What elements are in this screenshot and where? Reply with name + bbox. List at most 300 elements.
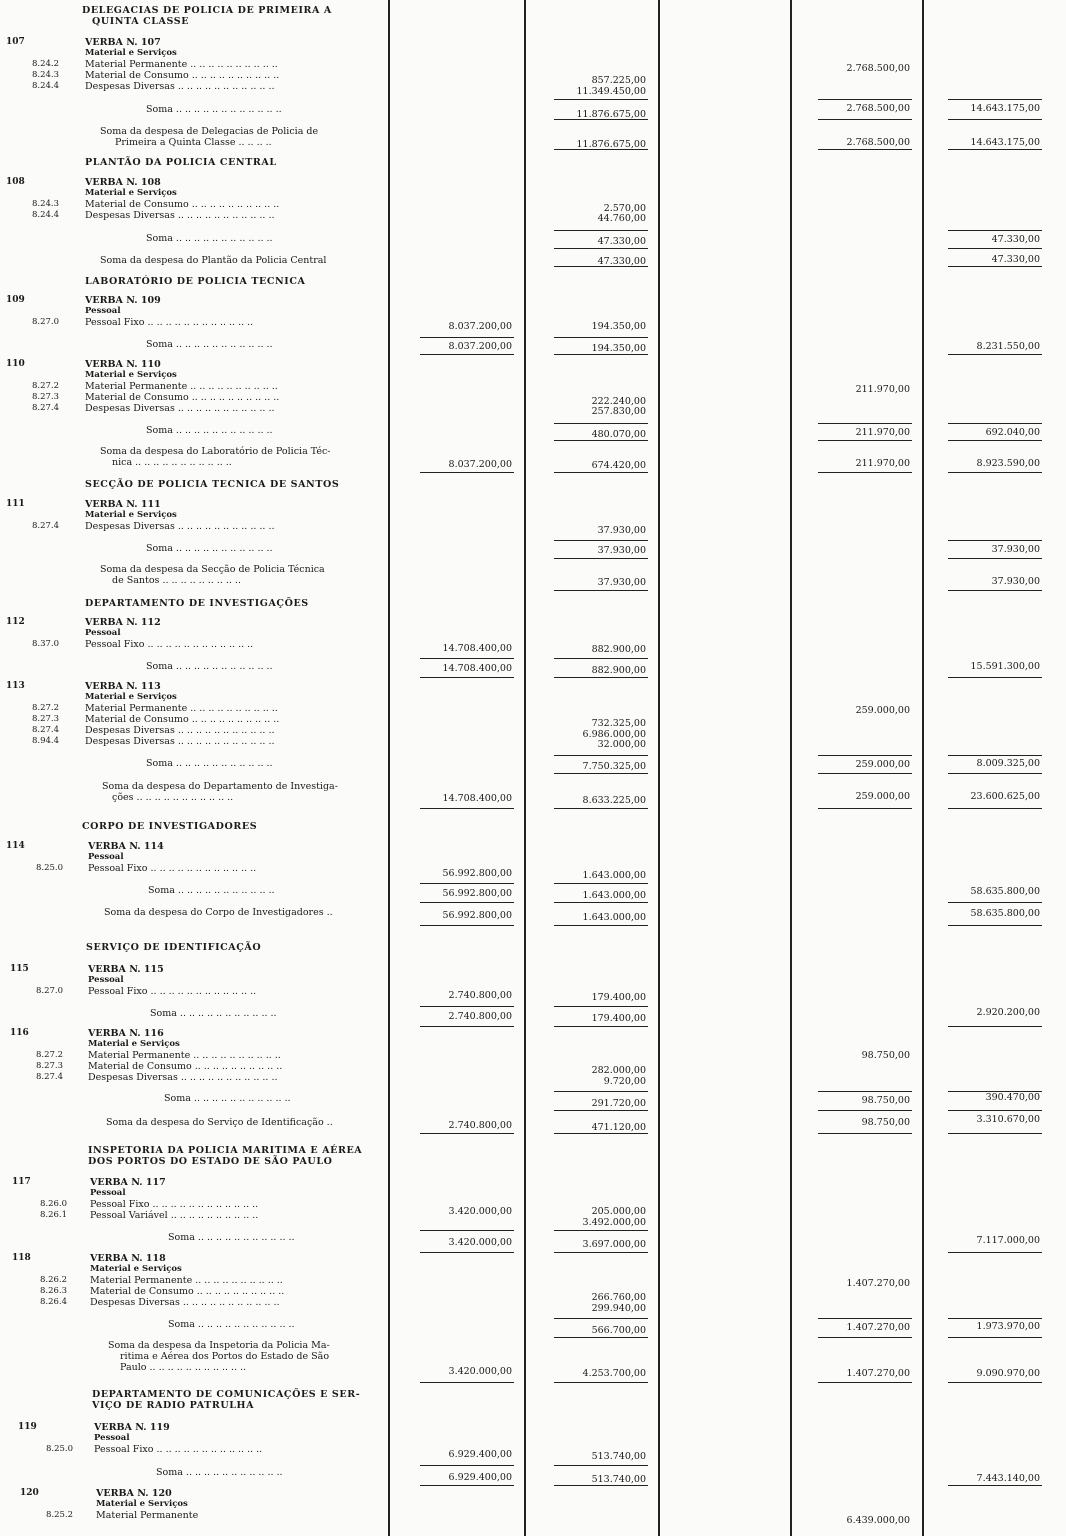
verba-title: VERBA N. 114 (88, 841, 164, 852)
line-label: Soma .. .. .. .. .. .. .. .. .. .. .. (146, 661, 273, 672)
line-label: Despesas Diversas .. .. .. .. .. .. .. .. .. .. .. (85, 736, 275, 747)
section-heading: VIÇO DE RADIO PATRULHA (92, 1400, 255, 1411)
amount-value: 2.740.800,00 (448, 1120, 512, 1131)
sum-rule (948, 1485, 1042, 1486)
line-label: Paulo .. .. .. .. .. .. .. .. .. .. .. (120, 1362, 247, 1373)
sum-rule (948, 1337, 1042, 1338)
line-label: Material e Serviços (85, 188, 177, 198)
sum-rule (818, 1133, 912, 1134)
amount-value: 47.330,00 (597, 236, 646, 247)
sum-rule (554, 423, 648, 424)
amount-value: 47.330,00 (597, 256, 646, 267)
amount-value: 566.700,00 (591, 1325, 646, 1336)
line-label: Material de Consumo .. .. .. .. .. .. .. .. .. .. (85, 392, 280, 403)
amount-value: 513.740,00 (591, 1474, 646, 1485)
line-label: Soma .. .. .. .. .. .. .. .. .. .. .. (148, 885, 275, 896)
sum-rule (948, 1252, 1042, 1253)
item-number: 107 (6, 37, 25, 47)
sum-rule (554, 808, 648, 809)
amount-value: 2.768.500,00 (846, 63, 910, 74)
account-code: 8.27.2 (36, 1050, 64, 1060)
line-label: Material Permanente .. .. .. .. .. .. .. .. .. .. (85, 703, 278, 714)
line-label: Soma da despesa do Serviço de Identificação .. (106, 1117, 333, 1128)
amount-value: 194.350,00 (591, 343, 646, 354)
amount-value: 37.930,00 (597, 577, 646, 588)
line-label: Pessoal (85, 306, 121, 316)
item-number: 118 (12, 1253, 31, 1263)
amount-value: 56.992.800,00 (442, 910, 512, 921)
amount-value: 11.876.675,00 (576, 109, 646, 120)
sum-rule (420, 1133, 514, 1134)
item-number: 117 (12, 1177, 31, 1187)
sum-rule (554, 658, 648, 659)
amount-value: 259.000,00 (855, 791, 910, 802)
amount-value: 1.973.970,00 (976, 1321, 1040, 1332)
amount-value: 1.407.270,00 (846, 1278, 910, 1289)
account-code: 8.26.1 (40, 1210, 68, 1220)
sum-rule (420, 354, 514, 355)
line-label: Material de Consumo .. .. .. .. .. .. .. .. .. .. (88, 1061, 283, 1072)
sum-rule (818, 808, 912, 809)
line-label: Despesas Diversas .. .. .. .. .. .. .. .. .. .. .. (88, 1072, 278, 1083)
sum-rule (554, 99, 648, 100)
account-code: 8.24.2 (32, 59, 60, 69)
sum-rule (818, 440, 912, 441)
amount-value: 3.697.000,00 (582, 1239, 646, 1250)
line-label: Pessoal (85, 628, 121, 638)
line-label: Material Permanente (96, 1510, 199, 1521)
verba-title: VERBA N. 113 (85, 681, 161, 692)
sum-rule (554, 149, 648, 150)
amount-value: 2.740.800,00 (448, 1011, 512, 1022)
column-rule (658, 0, 660, 1536)
account-code: 8.24.3 (32, 70, 60, 80)
amount-value: 98.750,00 (861, 1095, 910, 1106)
section-heading: DELEGACIAS DE POLICIA DE PRIMEIRA A (82, 5, 332, 16)
sum-rule (554, 1252, 648, 1253)
sum-rule (948, 1318, 1042, 1319)
section-heading: QUINTA CLASSE (92, 16, 190, 27)
section-heading: LABORATÓRIO DE POLICIA TECNICA (85, 276, 306, 287)
amount-value: 37.930,00 (991, 576, 1040, 587)
sum-rule (420, 337, 514, 338)
line-label: ções .. .. .. .. .. .. .. .. .. .. .. (112, 792, 234, 803)
amount-value: 15.591.300,00 (970, 661, 1040, 672)
sum-rule (948, 540, 1042, 541)
sum-rule (948, 248, 1042, 249)
amount-value: 2.920.200,00 (976, 1007, 1040, 1018)
section-heading: INSPETORIA DA POLICIA MARITIMA E AÉREA (88, 1145, 363, 1156)
account-code: 8.94.4 (32, 736, 60, 746)
verba-title: VERBA N. 118 (90, 1253, 166, 1264)
amount-value: 1.643.000,00 (582, 870, 646, 881)
sum-rule (554, 119, 648, 120)
line-label: Pessoal Fixo .. .. .. .. .. .. .. .. .. .. .. .. (85, 317, 254, 328)
sum-rule (420, 1026, 514, 1027)
line-label: Pessoal Fixo .. .. .. .. .. .. .. .. .. .. .. .. (88, 863, 257, 874)
sum-rule (948, 472, 1042, 473)
verba-title: VERBA N. 109 (85, 295, 161, 306)
column-rule (388, 0, 390, 1536)
account-code: 8.26.2 (40, 1275, 68, 1285)
line-label: Soma .. .. .. .. .. .. .. .. .. .. .. (146, 339, 273, 350)
account-code: 8.37.0 (32, 639, 60, 649)
line-label: Primeira a Quinta Classe .. .. .. .. (115, 137, 272, 148)
sum-rule (948, 354, 1042, 355)
sum-rule (554, 1006, 648, 1007)
amount-value: 222.240,00 (591, 396, 646, 407)
line-label: Soma da despesa do Corpo de Investigadores .. (104, 907, 333, 918)
sum-rule (948, 677, 1042, 678)
sum-rule (948, 149, 1042, 150)
amount-value: 205.000,00 (591, 1206, 646, 1217)
line-label: Despesas Diversas .. .. .. .. .. .. .. .. .. .. .. (85, 725, 275, 736)
line-label: Pessoal (94, 1433, 130, 1443)
sum-rule (948, 230, 1042, 231)
item-number: 111 (6, 499, 25, 509)
amount-value: 882.900,00 (591, 644, 646, 655)
sum-rule (420, 1382, 514, 1383)
amount-value: 8.037.200,00 (448, 341, 512, 352)
line-label: Material Permanente .. .. .. .. .. .. .. .. .. .. (88, 1050, 281, 1061)
line-label: Soma .. .. .. .. .. .. .. .. .. .. .. (168, 1232, 295, 1243)
amount-value: 3.420.000,00 (448, 1206, 512, 1217)
item-number: 112 (6, 617, 25, 627)
amount-value: 259.000,00 (855, 705, 910, 716)
sum-rule (818, 119, 912, 120)
sum-rule (420, 1230, 514, 1231)
line-label: Material de Consumo .. .. .. .. .. .. .. .. .. .. (90, 1286, 285, 1297)
amount-value: 471.120,00 (591, 1122, 646, 1133)
sum-rule (420, 883, 514, 884)
line-label: nica .. .. .. .. .. .. .. .. .. .. .. (112, 457, 232, 468)
sum-rule (554, 925, 648, 926)
amount-value: 37.930,00 (991, 544, 1040, 555)
section-heading: SECÇÃO DE POLICIA TECNICA DE SANTOS (85, 479, 340, 490)
line-label: Soma .. .. .. .. .. .. .. .. .. .. .. (164, 1093, 291, 1104)
amount-value: 179.400,00 (591, 1013, 646, 1024)
verba-title: VERBA N. 116 (88, 1028, 164, 1039)
amount-value: 98.750,00 (861, 1117, 910, 1128)
amount-value: 7.117.000,00 (976, 1235, 1040, 1246)
line-label: ritima e Aérea dos Portos do Estado de São (120, 1351, 330, 1362)
sum-rule (948, 902, 1042, 903)
account-code: 8.27.3 (36, 1061, 64, 1071)
sum-rule (818, 149, 912, 150)
sum-rule (420, 658, 514, 659)
sum-rule (554, 883, 648, 884)
amount-value: 211.970,00 (855, 427, 910, 438)
amount-value: 8.231.550,00 (976, 341, 1040, 352)
account-code: 8.26.4 (40, 1297, 68, 1307)
amount-value: 291.720,00 (591, 1098, 646, 1109)
sum-rule (818, 1110, 912, 1111)
verba-title: VERBA N. 107 (85, 37, 161, 48)
amount-value: 37.930,00 (597, 525, 646, 536)
sum-rule (420, 677, 514, 678)
amount-value: 98.750,00 (861, 1050, 910, 1061)
sum-rule (818, 472, 912, 473)
line-label: Material Permanente .. .. .. .. .. .. .. .. .. .. (85, 381, 278, 392)
line-label: Material Permanente .. .. .. .. .. .. .. .. .. .. (85, 59, 278, 70)
amount-value: 3.310.670,00 (976, 1114, 1040, 1125)
amount-value: 37.930,00 (597, 545, 646, 556)
verba-title: VERBA N. 120 (96, 1488, 172, 1499)
sum-rule (948, 773, 1042, 774)
amount-value: 4.253.700,00 (582, 1368, 646, 1379)
sum-rule (420, 808, 514, 809)
item-number: 115 (10, 964, 29, 974)
account-code: 8.27.4 (32, 403, 60, 413)
sum-rule (554, 1230, 648, 1231)
column-rule (524, 0, 526, 1536)
line-label: Pessoal Fixo .. .. .. .. .. .. .. .. .. .. .. .. (94, 1444, 263, 1455)
line-label: Soma da despesa da Secção de Policia Técnica (100, 564, 325, 575)
sum-rule (948, 99, 1042, 100)
sum-rule (554, 1337, 648, 1338)
amount-value: 299.940,00 (591, 1303, 646, 1314)
line-label: Despesas Diversas .. .. .. .. .. .. .. .. .. .. .. (85, 81, 275, 92)
line-label: Soma da despesa do Departamento de Investiga- (102, 781, 338, 792)
amount-value: 56.992.800,00 (442, 868, 512, 879)
account-code: 8.25.0 (36, 863, 64, 873)
amount-value: 23.600.625,00 (970, 791, 1040, 802)
amount-value: 8.633.225,00 (582, 795, 646, 806)
sum-rule (554, 902, 648, 903)
amount-value: 3.420.000,00 (448, 1237, 512, 1248)
sum-rule (948, 1382, 1042, 1383)
line-label: Material e Serviços (85, 48, 177, 58)
amount-value: 6.929.400,00 (448, 1472, 512, 1483)
amount-value: 14.708.400,00 (442, 793, 512, 804)
account-code: 8.27.2 (32, 381, 60, 391)
amount-value: 9.720,00 (603, 1076, 646, 1087)
amount-value: 266.760,00 (591, 1292, 646, 1303)
line-label: Material de Consumo .. .. .. .. .. .. .. .. .. .. (85, 714, 280, 725)
sum-rule (818, 1337, 912, 1338)
line-label: Pessoal (90, 1188, 126, 1198)
sum-rule (948, 1110, 1042, 1111)
sum-rule (948, 808, 1042, 809)
amount-value: 2.768.500,00 (846, 103, 910, 114)
item-number: 109 (6, 295, 25, 305)
line-label: Pessoal Variável .. .. .. .. .. .. .. .. .. .. (90, 1210, 259, 1221)
amount-value: 179.400,00 (591, 992, 646, 1003)
line-label: Material e Serviços (96, 1499, 188, 1509)
sum-rule (818, 1318, 912, 1319)
amount-value: 882.900,00 (591, 665, 646, 676)
sum-rule (554, 266, 648, 267)
line-label: Despesas Diversas .. .. .. .. .. .. .. .. .. .. .. (90, 1297, 280, 1308)
column-rule (922, 0, 924, 1536)
account-code: 8.27.3 (32, 714, 60, 724)
item-number: 116 (10, 1028, 29, 1038)
sum-rule (948, 590, 1042, 591)
sum-rule (554, 248, 648, 249)
line-label: Material e Serviços (85, 370, 177, 380)
sum-rule (554, 1465, 648, 1466)
line-label: Soma .. .. .. .. .. .. .. .. .. .. .. (146, 758, 273, 769)
line-label: Pessoal (88, 975, 124, 985)
sum-rule (554, 337, 648, 338)
account-code: 8.27.4 (32, 725, 60, 735)
line-label: Material e Serviços (88, 1039, 180, 1049)
line-label: Material de Consumo .. .. .. .. .. .. .. .. .. .. (85, 199, 280, 210)
sum-rule (420, 1006, 514, 1007)
amount-value: 44.760,00 (597, 213, 646, 224)
sum-rule (420, 1465, 514, 1466)
amount-value: 58.635.800,00 (970, 908, 1040, 919)
sum-rule (948, 423, 1042, 424)
sum-rule (554, 1485, 648, 1486)
sum-rule (554, 755, 648, 756)
amount-value: 8.037.200,00 (448, 321, 512, 332)
sum-rule (554, 677, 648, 678)
account-code: 8.24.4 (32, 81, 60, 91)
sum-rule (420, 1252, 514, 1253)
line-label: Despesas Diversas .. .. .. .. .. .. .. .. .. .. .. (85, 403, 275, 414)
line-label: Despesas Diversas .. .. .. .. .. .. .. .. .. .. .. (85, 210, 275, 221)
amount-value: 14.708.400,00 (442, 643, 512, 654)
line-label: Soma da despesa do Plantão da Policia Central (100, 255, 327, 266)
verba-title: VERBA N. 119 (94, 1422, 170, 1433)
amount-value: 480.070,00 (591, 429, 646, 440)
amount-value: 1.407.270,00 (846, 1322, 910, 1333)
item-number: 114 (6, 841, 25, 851)
sum-rule (948, 1133, 1042, 1134)
sum-rule (554, 472, 648, 473)
amount-value: 32.000,00 (597, 739, 646, 750)
verba-title: VERBA N. 110 (85, 359, 161, 370)
amount-value: 1.407.270,00 (846, 1368, 910, 1379)
amount-value: 3.420.000,00 (448, 1366, 512, 1377)
sum-rule (818, 1382, 912, 1383)
sum-rule (554, 1110, 648, 1111)
line-label: Pessoal Fixo .. .. .. .. .. .. .. .. .. .. .. .. (88, 986, 257, 997)
amount-value: 11.349.450,00 (576, 86, 646, 97)
sum-rule (554, 354, 648, 355)
account-code: 8.24.4 (32, 210, 60, 220)
line-label: Material Permanente .. .. .. .. .. .. .. .. .. .. (90, 1275, 283, 1286)
item-number: 119 (18, 1422, 37, 1432)
sum-rule (554, 1133, 648, 1134)
sum-rule (948, 119, 1042, 120)
amount-value: 390.470,00 (985, 1092, 1040, 1103)
amount-value: 1.643.000,00 (582, 890, 646, 901)
sum-rule (420, 472, 514, 473)
line-label: Soma .. .. .. .. .. .. .. .. .. .. .. (146, 425, 273, 436)
account-code: 8.27.0 (36, 986, 64, 996)
account-code: 8.25.2 (46, 1510, 74, 1520)
line-label: Pessoal Fixo .. .. .. .. .. .. .. .. .. .. .. .. (90, 1199, 259, 1210)
amount-value: 58.635.800,00 (970, 886, 1040, 897)
sum-rule (818, 1091, 912, 1092)
amount-value: 674.420,00 (591, 460, 646, 471)
sum-rule (420, 1485, 514, 1486)
sum-rule (818, 423, 912, 424)
amount-value: 2.768.500,00 (846, 137, 910, 148)
verba-title: VERBA N. 115 (88, 964, 164, 975)
amount-value: 6.929.400,00 (448, 1449, 512, 1460)
section-heading: DOS PORTOS DO ESTADO DE SÃO PAULO (88, 1156, 333, 1167)
amount-value: 2.570,00 (603, 203, 646, 214)
amount-value: 9.090.970,00 (976, 1368, 1040, 1379)
sum-rule (420, 925, 514, 926)
amount-value: 56.992.800,00 (442, 888, 512, 899)
line-label: Soma .. .. .. .. .. .. .. .. .. .. .. .. (146, 104, 282, 115)
line-label: Soma da despesa do Laboratório de Policia Téc- (100, 446, 331, 457)
sum-rule (554, 773, 648, 774)
amount-value: 194.350,00 (591, 321, 646, 332)
line-label: Soma .. .. .. .. .. .. .. .. .. .. .. (146, 233, 273, 244)
amount-value: 8.923.590,00 (976, 458, 1040, 469)
item-number: 110 (6, 359, 25, 369)
item-number: 113 (6, 681, 25, 691)
account-code: 8.27.3 (32, 392, 60, 402)
sum-rule (948, 558, 1042, 559)
amount-value: 8.037.200,00 (448, 459, 512, 470)
line-label: Soma .. .. .. .. .. .. .. .. .. .. .. (156, 1467, 283, 1478)
account-code: 8.27.4 (32, 521, 60, 531)
account-code: 8.24.3 (32, 199, 60, 209)
amount-value: 6.986.000,00 (582, 729, 646, 740)
amount-value: 7.443.140,00 (976, 1473, 1040, 1484)
section-heading: CORPO DE INVESTIGADORES (82, 821, 258, 832)
sum-rule (554, 230, 648, 231)
amount-value: 14.643.175,00 (970, 103, 1040, 114)
line-label: Despesas Diversas .. .. .. .. .. .. .. .. .. .. .. (85, 521, 275, 532)
amount-value: 6.439.000,00 (846, 1515, 910, 1526)
amount-value: 47.330,00 (991, 234, 1040, 245)
column-rule (790, 0, 792, 1536)
amount-value: 259.000,00 (855, 759, 910, 770)
amount-value: 692.040,00 (985, 427, 1040, 438)
sum-rule (948, 266, 1042, 267)
line-label: Material e Serviços (85, 510, 177, 520)
amount-value: 47.330,00 (991, 254, 1040, 265)
sum-rule (554, 590, 648, 591)
account-code: 8.27.4 (36, 1072, 64, 1082)
verba-title: VERBA N. 108 (85, 177, 161, 188)
line-label: Material de Consumo .. .. .. .. .. .. .. .. .. .. (85, 70, 280, 81)
item-number: 108 (6, 177, 25, 187)
account-code: 8.25.0 (46, 1444, 74, 1454)
line-label: Material e Serviços (85, 692, 177, 702)
section-heading: DEPARTAMENTO DE COMUNICAÇÕES E SER- (92, 1389, 361, 1400)
amount-value: 14.643.175,00 (970, 137, 1040, 148)
line-label: Soma .. .. .. .. .. .. .. .. .. .. .. (168, 1319, 295, 1330)
amount-value: 2.740.800,00 (448, 990, 512, 1001)
verba-title: VERBA N. 111 (85, 499, 161, 510)
sum-rule (948, 1091, 1042, 1092)
amount-value: 211.970,00 (855, 384, 910, 395)
amount-value: 8.009.325,00 (976, 758, 1040, 769)
sum-rule (948, 1026, 1042, 1027)
line-label: Soma da despesa de Delegacias de Policia de (100, 126, 319, 137)
amount-value: 857.225,00 (591, 75, 646, 86)
line-label: Pessoal Fixo .. .. .. .. .. .. .. .. .. .. .. .. (85, 639, 254, 650)
amount-value: 513.740,00 (591, 1451, 646, 1462)
amount-value: 7.750.325,00 (582, 761, 646, 772)
amount-value: 211.970,00 (855, 458, 910, 469)
line-label: de Santos .. .. .. .. .. .. .. .. .. (112, 575, 241, 586)
sum-rule (554, 1026, 648, 1027)
sum-rule (948, 440, 1042, 441)
amount-value: 1.643.000,00 (582, 912, 646, 923)
section-heading: PLANTÃO DA POLICIA CENTRAL (85, 157, 277, 168)
sum-rule (554, 1318, 648, 1319)
account-code: 8.27.0 (32, 317, 60, 327)
